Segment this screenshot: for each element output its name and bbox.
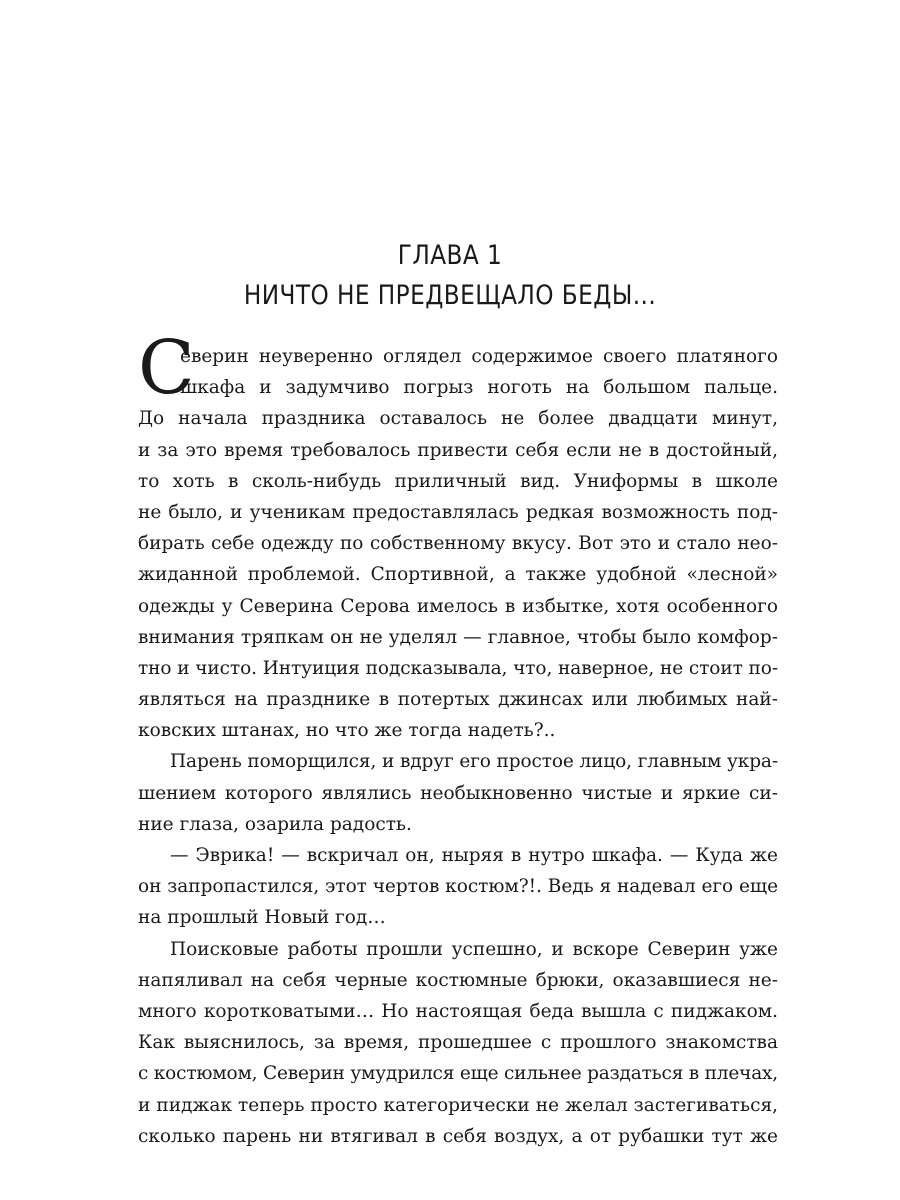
text-line: Парень поморщился, и вдруг его простое лицо, главным укра-	[170, 751, 778, 773]
text-line: то хоть в сколь-нибудь приличный вид. Униформы в школе	[138, 470, 778, 492]
text-line: ние глаза, озарила радость.	[138, 813, 412, 835]
drop-cap: С	[138, 325, 195, 411]
text-line: еверин неуверенно оглядел содержимое своего платяного	[180, 346, 778, 367]
text-line: тно и чисто. Интуиция подсказывала, что, наверное, не стоит по-	[138, 657, 778, 679]
text-line: ковских штанах, но что же тогда надеть?..	[138, 720, 556, 742]
chapter-body-text	[138, 325, 778, 1152]
text-line: много коротковатыми… Но настоящая беда вышла с пиджаком.	[138, 1000, 778, 1022]
text-line: на прошлый Новый год…	[138, 907, 386, 929]
text-line: шкафа и задумчиво погрыз ноготь на большом пальце.	[180, 377, 778, 399]
text-line: внимания тряпкам он не уделял — главное, чтобы было комфор-	[138, 626, 778, 648]
text-line: шением которого являлись необыкновенно чистые и яркие си-	[138, 782, 778, 804]
text-line: Как выяснилось, за время, прошедшее с прошлого знакомства	[138, 1032, 778, 1054]
chapter-heading	[63, 236, 837, 316]
text-line: он запропастился, этот чертов костюм?!. Ведь я надевал его еще	[138, 876, 778, 898]
text-line: До начала праздника оставалось не более двадцати минут,	[138, 408, 778, 430]
text-line: Поисковые работы прошли успешно, и вскоре Северин уже	[170, 938, 778, 960]
chapter-number: ГЛАВА 1	[397, 240, 503, 271]
text-line: — Эврика! — вскричал он, ныряя в нутро шкафа. — Куда же	[170, 845, 778, 866]
text-line: бирать себе одежду по собственному вкусу. Вот это и стало нео-	[138, 533, 778, 555]
text-line: и за это время требовалось привести себя если не в достойный,	[138, 439, 778, 461]
text-line: жиданной проблемой. Спортивной, а также удобной «лесной»	[138, 564, 778, 586]
text-line: одежды у Северина Серова имелось в избытке, хотя особенного	[138, 595, 778, 617]
text-line: с костюмом, Северин умудрился еще сильнее раздаться в плечах,	[138, 1063, 778, 1085]
text-line: являться на празднике в потертых джинсах или любимых най-	[138, 689, 778, 711]
text-line: не было, и ученикам предоставлялась редкая возможность под-	[138, 501, 778, 523]
chapter-title: НИЧТО НЕ ПРЕДВЕЩАЛО БЕДЫ...	[243, 280, 657, 311]
text-line: сколько парень ни втягивал в себя воздух, а от рубашки тут же	[138, 1125, 778, 1147]
text-line: и пиджак теперь просто категорически не желал застегиваться,	[138, 1094, 778, 1116]
text-line: напяливал на себя черные костюмные брюки, оказавшиеся не-	[138, 969, 778, 991]
